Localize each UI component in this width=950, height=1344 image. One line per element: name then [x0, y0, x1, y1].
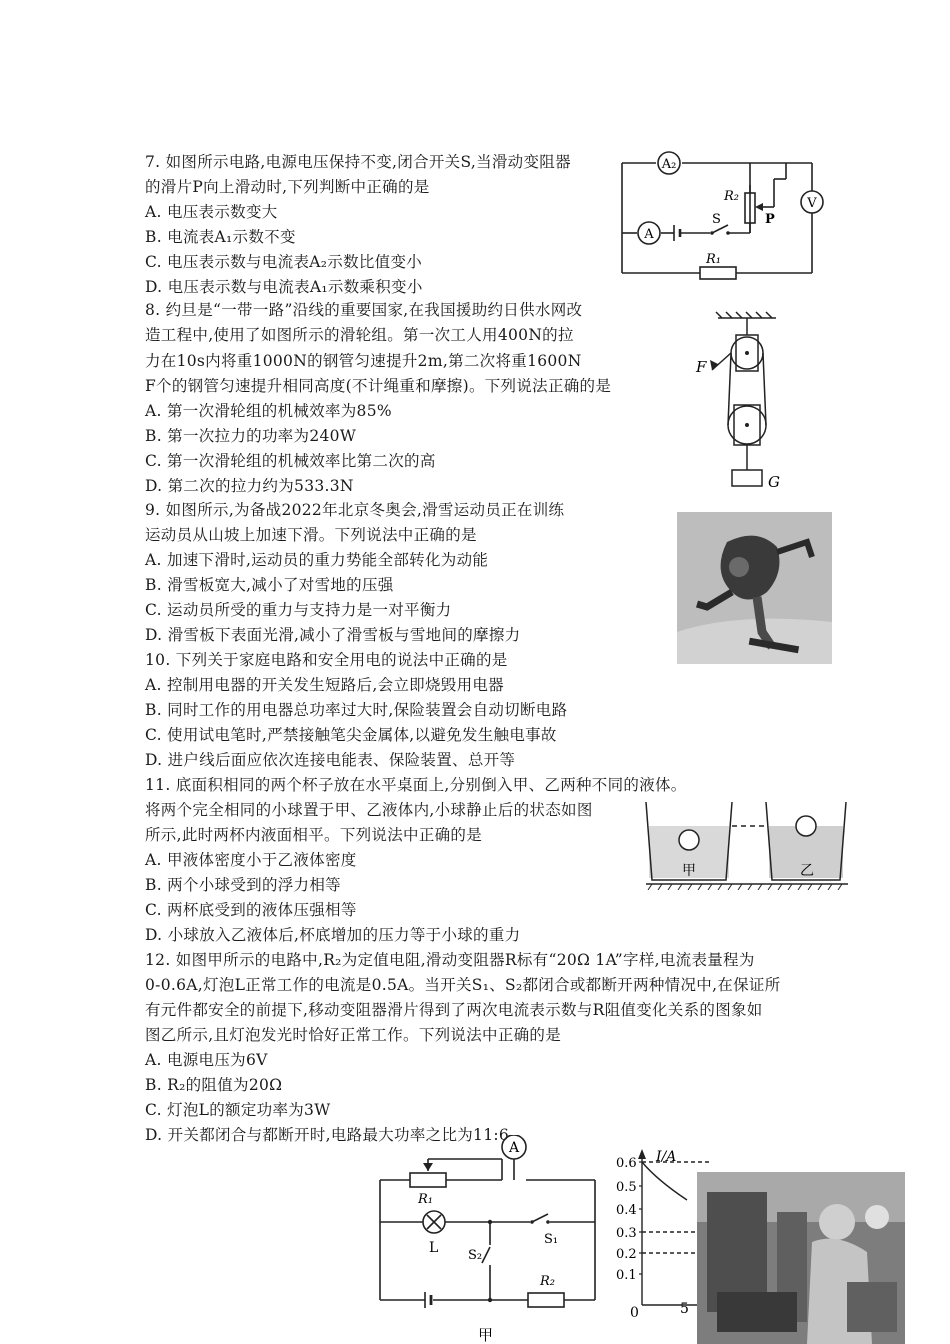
graph-xtick-5: 5 — [680, 1301, 689, 1317]
q11-option-a: A. 甲液体密度小于乙液体密度 — [145, 851, 357, 869]
overlay-photo — [697, 1172, 905, 1344]
q7-circuit-diagram — [612, 145, 832, 280]
q9-stem-line-2: 运动员从山坡上加速下滑。下列说法中正确的是 — [145, 526, 477, 544]
q8-option-d: D. 第二次的拉力约为533.3N — [145, 477, 354, 495]
q12-stem-line-2: 0-0.6A,灯泡L正常工作的电流是0.5A。当开关S₁、S₂都闭合或都断开两种情况中,在保证所 — [145, 976, 781, 994]
q8-option-a: A. 第一次滑轮组的机械效率为85% — [145, 402, 392, 420]
cup-jia-label: 甲 — [682, 863, 696, 879]
q12-s2-label: S₂ — [468, 1248, 483, 1263]
q12-stem-line-3: 有元件都安全的前提下,移动变阻器滑片得到了两次电流表示数与R阻值变化关系的图象如 — [145, 1001, 763, 1019]
cup-yi-label: 乙 — [800, 863, 814, 879]
ammeter-a2-label: A₂ — [661, 157, 677, 172]
q10-option-b: B. 同时工作的用电器总功率过大时,保险装置会自动切断电路 — [145, 701, 568, 719]
q7-option-c: C. 电压表示数与电流表A₂示数比值变小 — [145, 253, 423, 271]
q7-option-b: B. 电流表A₁示数不变 — [145, 228, 296, 246]
q8-option-c: C. 第一次滑轮组的机械效率比第二次的高 — [145, 452, 436, 470]
slider-p-label: P — [765, 212, 775, 227]
q8-pulley-diagram — [690, 310, 800, 495]
force-f-label: F — [696, 358, 707, 376]
q12-figure-caption-jia: 甲 — [478, 1326, 494, 1344]
q8-stem-line-4: F个的钢管匀速提升相同高度(不计绳重和摩擦)。下列说法正确的是 — [145, 377, 612, 395]
q11-stem-line-3: 所示,此时两杯内液面相平。下列说法中正确的是 — [145, 826, 483, 844]
q8-stem-line-2: 造工程中,使用了如图所示的滑轮组。第一次工人用400N的拉 — [145, 326, 574, 344]
q9-option-b: B. 滑雪板宽大,减小了对雪地的压强 — [145, 576, 394, 594]
q12-lamp-label: L — [429, 1240, 439, 1256]
q8-stem-line-3: 力在10s内将重1000N的钢管匀速提升2m,第二次将重1600N — [145, 352, 582, 370]
q12-r1-label: R₁ — [418, 1192, 433, 1207]
q12-stem-line-4: 图乙所示,且灯泡发光时恰好正常工作。下列说法中正确的是 — [145, 1026, 562, 1044]
q10-option-c: C. 使用试电笔时,严禁接触笔尖金属体,以避免发生触电事故 — [145, 726, 557, 744]
ammeter-a1-label: A — [644, 227, 654, 242]
q9-stem-line-1: 9. 如图所示,为备战2022年北京冬奥会,滑雪运动员正在训练 — [145, 501, 565, 519]
q12-option-a: A. 电源电压为6V — [145, 1051, 268, 1069]
q8-option-b: B. 第一次拉力的功率为240W — [145, 427, 357, 445]
q12-option-d: D. 开关都闭合与都断开时,电路最大功率之比为11:6 — [145, 1126, 510, 1144]
q9-option-a: A. 加速下滑时,运动员的重力势能全部转化为动能 — [145, 551, 489, 569]
graph-ytick-0.5: 0.5 — [616, 1180, 637, 1195]
q11-option-d: D. 小球放入乙液体后,杯底增加的压力等于小球的重力 — [145, 926, 521, 944]
switch-s-label: S — [712, 212, 721, 227]
q12-r2-label: R₂ — [540, 1274, 555, 1289]
rheostat-r2-label: R₂ — [724, 189, 739, 204]
q7-stem-line-1: 7. 如图所示电路,电源电压保持不变,闭合开关S,当滑动变阻器 — [145, 153, 571, 171]
q10-option-d: D. 进户线后面应依次连接电能表、保险装置、总开等 — [145, 751, 516, 769]
graph-origin: 0 — [630, 1305, 639, 1321]
resistor-r1-label: R₁ — [706, 252, 721, 267]
q12-option-b: B. R₂的阻值为20Ω — [145, 1076, 283, 1094]
weight-g-label: G — [768, 473, 780, 491]
graph-ylabel: I/A — [656, 1149, 677, 1165]
q12-ammeter-label: A — [508, 1140, 520, 1156]
q12-option-c: C. 灯泡L的额定功率为3W — [145, 1101, 331, 1119]
q11-stem-line-1: 11. 底面积相同的两个杯子放在水平桌面上,分别倒入甲、乙两种不同的液体。 — [145, 776, 687, 794]
q10-option-a: A. 控制用电器的开关发生短路后,会立即烧毁用电器 — [145, 676, 504, 694]
graph-ytick-0.3: 0.3 — [616, 1226, 637, 1241]
q7-option-a: A. 电压表示数变大 — [145, 203, 278, 221]
q11-cups-diagram — [642, 798, 852, 890]
q7-option-d: D. 电压表示数与电流表A₁示数乘积变小 — [145, 278, 423, 296]
graph-ytick-0.4: 0.4 — [616, 1203, 637, 1218]
q8-stem-line-1: 8. 约旦是“一带一路”沿线的重要国家,在我国援助约日供水网改 — [145, 301, 583, 319]
graph-ytick-0.6: 0.6 — [616, 1156, 637, 1171]
voltmeter-label: V — [807, 196, 817, 211]
graph-ytick-0.2: 0.2 — [616, 1247, 637, 1262]
q11-option-b: B. 两个小球受到的浮力相等 — [145, 876, 341, 894]
q7-stem-line-2: 的滑片P向上滑动时,下列判断中正确的是 — [145, 178, 430, 196]
q12-s1-label: S₁ — [544, 1232, 559, 1247]
q9-option-d: D. 滑雪板下表面光滑,减小了滑雪板与雪地间的摩擦力 — [145, 626, 521, 644]
q12-circuit-jia — [370, 1135, 610, 1344]
q12-stem-line-1: 12. 如图甲所示的电路中,R₂为定值电阻,滑动变阻器R标有“20Ω 1A”字样,电流表量程为 — [145, 951, 755, 969]
skier-photo — [677, 512, 832, 664]
q10-stem: 10. 下列关于家庭电路和安全用电的说法中正确的是 — [145, 651, 508, 669]
graph-ytick-0.1: 0.1 — [616, 1268, 637, 1283]
q11-stem-line-2: 将两个完全相同的小球置于甲、乙液体内,小球静止后的状态如图 — [145, 801, 593, 819]
q9-option-c: C. 运动员所受的重力与支持力是一对平衡力 — [145, 601, 452, 619]
q11-option-c: C. 两杯底受到的液体压强相等 — [145, 901, 357, 919]
